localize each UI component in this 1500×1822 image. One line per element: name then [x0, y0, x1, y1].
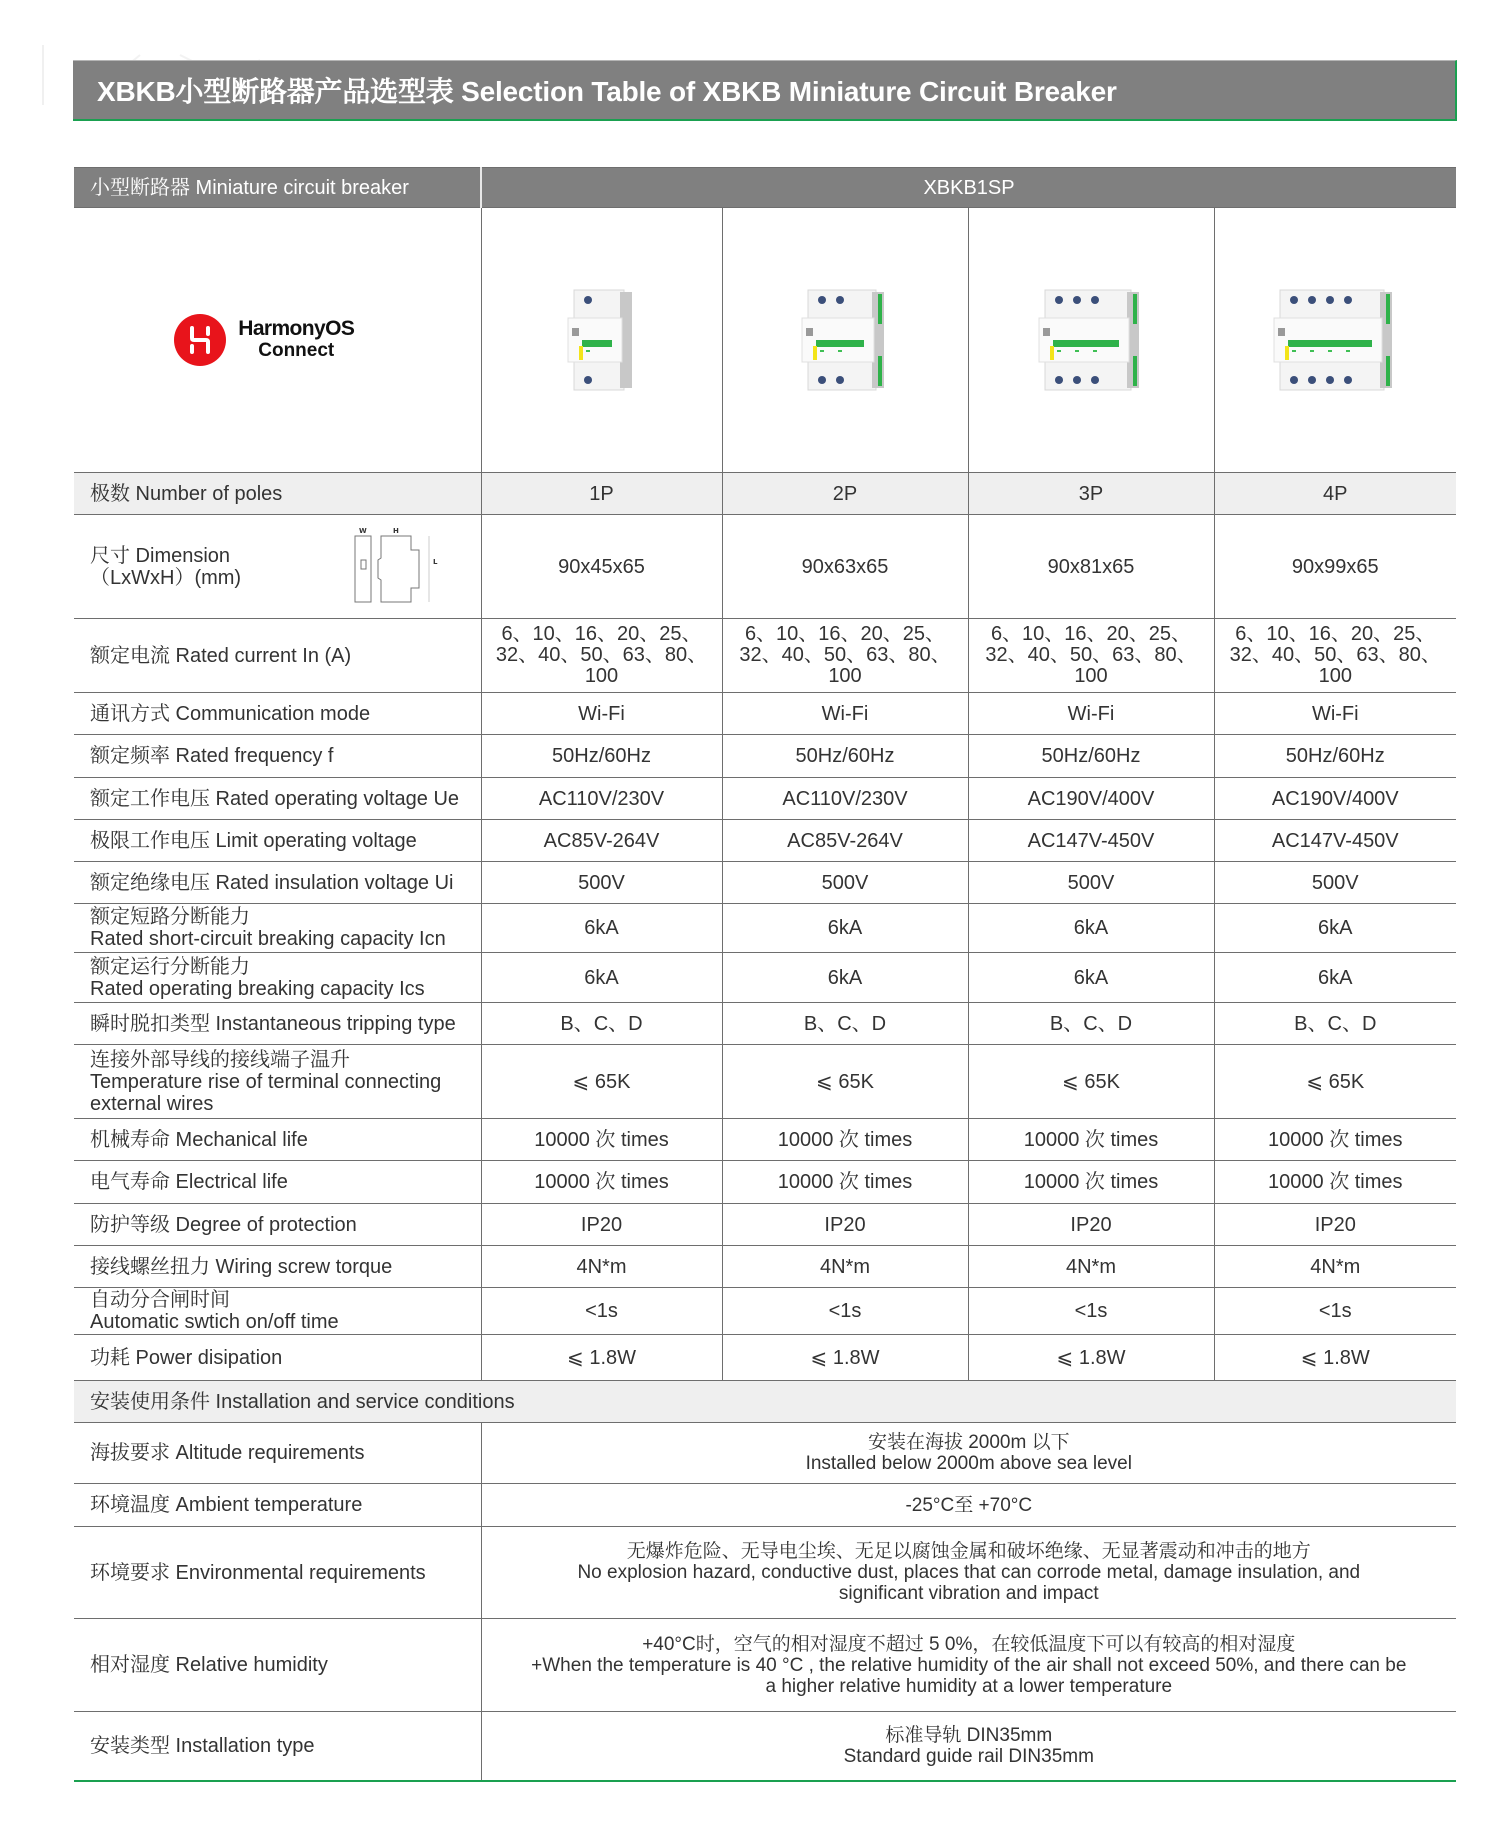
spec-label: [74, 778, 481, 820]
spec-label: [74, 735, 481, 778]
spec-label-line: 自动分合闸时间: [90, 1289, 230, 1311]
condition-row: [74, 1423, 1456, 1484]
spec-value: 6kA: [968, 904, 1214, 953]
spec-label: [74, 1119, 481, 1161]
dimension-drawing-icon: [351, 524, 441, 610]
spec-row: [74, 619, 1456, 693]
spec-label: [74, 1003, 481, 1045]
condition-value: [481, 1484, 1456, 1527]
spec-label-line: Rated short-circuit breaking capacity Icn: [90, 928, 446, 950]
spec-row: [74, 1246, 1456, 1288]
image-row: [74, 208, 1456, 473]
spec-label-line: 额定电流 Rated current In (A): [90, 644, 352, 667]
spec-value: B、C、D: [722, 1003, 968, 1045]
spec-value: AC190V/400V: [968, 778, 1214, 820]
spec-label-line: Temperature rise of terminal connecting: [90, 1070, 442, 1093]
spec-label-line: 接线螺丝扭力 Wiring screw torque: [90, 1255, 393, 1278]
dim-w-label: W: [358, 526, 367, 535]
spec-value: <1s: [722, 1288, 968, 1335]
spec-value-line: 32、40、50、63、80、: [495, 644, 708, 666]
spec-row: [74, 515, 1456, 619]
spec-value: 50Hz/60Hz: [722, 735, 968, 778]
spec-value: 4N*m: [481, 1246, 722, 1288]
spec-value: 4N*m: [1214, 1246, 1456, 1288]
spec-value: 50Hz/60Hz: [481, 735, 722, 778]
condition-value-line: Installed below 2000m above sea level: [805, 1453, 1132, 1474]
spec-value: 10000 次 times: [968, 1119, 1214, 1161]
spec-value: 500V: [722, 862, 968, 904]
breaker-2p-image: [800, 288, 890, 392]
spec-label-line: external wires: [90, 1092, 214, 1115]
table-header-row: [74, 168, 1456, 208]
spec-value: 6kA: [481, 953, 722, 1003]
spec-row: [74, 1204, 1456, 1246]
spec-value: AC190V/400V: [1214, 778, 1456, 820]
spec-value: ⩽ 65K: [1214, 1045, 1456, 1119]
spec-label-line: 瞬时脱扣类型 Instantaneous tripping type: [90, 1012, 456, 1035]
condition-value-line: 安装在海拔 2000m 以下: [867, 1432, 1070, 1453]
spec-row: [74, 1045, 1456, 1119]
spec-value: 6kA: [1214, 953, 1456, 1003]
spec-row: [74, 862, 1456, 904]
spec-value: 90x99x65: [1214, 515, 1456, 619]
spec-value-line: 100: [1318, 665, 1352, 687]
product-cell-3p: [968, 208, 1214, 473]
spec-row: [74, 904, 1456, 953]
spec-value: AC110V/230V: [722, 778, 968, 820]
spec-value: AC85V-264V: [722, 820, 968, 862]
spec-value: 90x81x65: [968, 515, 1214, 619]
spec-row: [74, 473, 1456, 515]
spec-label: [74, 473, 481, 515]
condition-label: 环境要求 Environmental requirements: [74, 1527, 481, 1619]
condition-value: [481, 1712, 1456, 1781]
spec-value: 3P: [968, 473, 1214, 515]
spec-value: 90x63x65: [722, 515, 968, 619]
spec-value: B、C、D: [968, 1003, 1214, 1045]
logo-brand-text: HarmonyOS: [238, 317, 355, 340]
selection-table: [74, 167, 1456, 1782]
condition-value-line: Standard guide rail DIN35mm: [843, 1745, 1094, 1767]
condition-value-line: 标准导轨 DIN35mm: [885, 1724, 1053, 1746]
spec-row: [74, 778, 1456, 820]
spec-row: [74, 1288, 1456, 1335]
spec-value-line: 100: [1074, 665, 1108, 687]
spec-label: [74, 1045, 481, 1119]
condition-row: [74, 1712, 1456, 1781]
spec-value-line: 32、40、50、63、80、: [985, 644, 1197, 666]
spec-value: Wi-Fi: [968, 693, 1214, 735]
product-cell-2p: [722, 208, 968, 473]
condition-label: 海拔要求 Altitude requirements: [74, 1423, 481, 1484]
spec-value: 10000 次 times: [968, 1161, 1214, 1204]
spec-value: Wi-Fi: [722, 693, 968, 735]
spec-value: 10000 次 times: [481, 1161, 722, 1204]
spec-value: 6kA: [722, 904, 968, 953]
spec-label-line: 功耗 Power disipation: [90, 1346, 283, 1369]
spec-row: [74, 1335, 1456, 1381]
spec-label: [74, 862, 481, 904]
spec-value: 4P: [1214, 473, 1456, 515]
condition-value-line: 无爆炸危险、无导电尘埃、无足以腐蚀金属和破坏绝缘、无显著震动和冲击的地方: [626, 1541, 1311, 1562]
spec-value: 6kA: [1214, 904, 1456, 953]
spec-label-line: 极数 Number of poles: [90, 482, 283, 505]
spec-row: [74, 1161, 1456, 1204]
spec-label-line: 连接外部导线的接线端子温升: [90, 1048, 350, 1071]
spec-label-line: 额定工作电压 Rated operating voltage Ue: [90, 787, 460, 810]
header-model: XBKB1SP: [481, 168, 1456, 208]
condition-label: 相对湿度 Relative humidity: [74, 1619, 481, 1712]
condition-value-line: No explosion hazard, conductive dust, places that can corrode metal, damage insulation, and: [577, 1562, 1361, 1583]
spec-label-line: 防护等级 Degree of protection: [90, 1213, 357, 1236]
spec-label: [74, 820, 481, 862]
spec-value: 4N*m: [968, 1246, 1214, 1288]
spec-label: [74, 1246, 481, 1288]
breaker-1p-image: [566, 288, 638, 392]
spec-row: [74, 1003, 1456, 1045]
spec-value: [722, 619, 968, 693]
conditions-section-title: 安装使用条件 Installation and service conditions: [74, 1381, 1456, 1423]
spec-label-line: （LxWxH）(mm): [90, 566, 242, 589]
spec-value: IP20: [1214, 1204, 1456, 1246]
condition-value-line: significant vibration and impact: [838, 1583, 1099, 1604]
spec-label: [74, 1204, 481, 1246]
dim-l-label: L: [432, 557, 437, 566]
spec-value: [481, 619, 722, 693]
spec-value: ⩽ 1.8W: [1214, 1335, 1456, 1381]
condition-value-line: -25°C至 +70°C: [905, 1494, 1033, 1516]
spec-value-line: 6、10、16、20、25、: [1235, 623, 1436, 645]
spec-value: B、C、D: [1214, 1003, 1456, 1045]
spec-value: <1s: [1214, 1288, 1456, 1335]
spec-label-line: 通讯方式 Communication mode: [90, 702, 371, 725]
spec-label-line: Automatic swtich on/off time: [90, 1311, 339, 1333]
spec-value: ⩽ 1.8W: [481, 1335, 722, 1381]
spec-value: 50Hz/60Hz: [968, 735, 1214, 778]
spec-value-line: 6、10、16、20、25、: [990, 623, 1192, 645]
condition-row: [74, 1619, 1456, 1712]
condition-value: [481, 1423, 1456, 1484]
spec-value-line: 100: [584, 665, 619, 687]
spec-label: [74, 1288, 481, 1335]
spec-label-line: 额定绝缘电压 Rated insulation voltage Ui: [90, 871, 454, 894]
condition-label: 环境温度 Ambient temperature: [74, 1484, 481, 1527]
condition-value: [481, 1527, 1456, 1619]
spec-value: B、C、D: [481, 1003, 722, 1045]
spec-value: ⩽ 65K: [722, 1045, 968, 1119]
spec-value: IP20: [481, 1204, 722, 1246]
spec-value: IP20: [968, 1204, 1214, 1246]
spec-label-line: 电气寿命 Electrical life: [90, 1171, 288, 1193]
spec-label: [74, 515, 481, 619]
spec-value: ⩽ 1.8W: [968, 1335, 1214, 1381]
spec-value: ⩽ 65K: [968, 1045, 1214, 1119]
spec-row: [74, 735, 1456, 778]
spec-value: IP20: [722, 1204, 968, 1246]
spec-label-line: 额定运行分断能力: [90, 955, 250, 978]
spec-label-line: 机械寿命 Mechanical life: [90, 1128, 308, 1151]
condition-value-line: +40°C时，空气的相对湿度不超过 5 0%，在较低温度下可以有较高的相对湿度: [642, 1633, 1296, 1655]
spec-label: [74, 953, 481, 1003]
spec-value: ⩽ 65K: [481, 1045, 722, 1119]
spec-label: [74, 904, 481, 953]
spec-value-line: 6、10、16、20、25、: [501, 623, 702, 645]
spec-label-line: 额定短路分断能力: [90, 906, 250, 928]
condition-row: [74, 1527, 1456, 1619]
spec-row: [74, 693, 1456, 735]
spec-value-line: 100: [828, 665, 862, 687]
spec-value: 10000 次 times: [722, 1161, 968, 1204]
spec-value: AC147V-450V: [1214, 820, 1456, 862]
condition-value: [481, 1619, 1456, 1712]
logo-cell: [74, 208, 481, 473]
spec-value: 10000 次 times: [1214, 1161, 1456, 1204]
spec-label: [74, 1335, 481, 1381]
spec-value: Wi-Fi: [1214, 693, 1456, 735]
spec-value: 4N*m: [722, 1246, 968, 1288]
spec-value: [968, 619, 1214, 693]
spec-row: [74, 820, 1456, 862]
logo-sub-text: Connect: [258, 340, 335, 361]
spec-label-line: 尺寸 Dimension: [90, 544, 231, 567]
spec-value: <1s: [481, 1288, 722, 1335]
product-cell-4p: [1214, 208, 1456, 473]
spec-value: ⩽ 1.8W: [722, 1335, 968, 1381]
spec-label-line: Rated operating breaking capacity Ics: [90, 977, 425, 1000]
spec-label-line: 额定频率 Rated frequency f: [90, 745, 334, 767]
condition-row: [74, 1484, 1456, 1527]
page-title: XBKB小型断路器产品选型表 Selection Table of XBKB Miniature Circuit Breaker: [73, 60, 1457, 121]
spec-value: 6kA: [481, 904, 722, 953]
harmonyos-connect-logo: [74, 314, 481, 366]
harmonyos-logo-icon: [174, 314, 226, 366]
spec-value: 500V: [968, 862, 1214, 904]
condition-label: 安装类型 Installation type: [74, 1712, 481, 1781]
spec-label: [74, 1161, 481, 1204]
spec-label: [74, 619, 481, 693]
spec-value: AC85V-264V: [481, 820, 722, 862]
dim-h-label: H: [392, 526, 399, 535]
product-cell-1p: [481, 208, 722, 473]
spec-row: [74, 953, 1456, 1003]
spec-value: 6kA: [722, 953, 968, 1003]
spec-value: AC110V/230V: [481, 778, 722, 820]
condition-value-line: +When the temperature is 40 °C , the relative humidity of the air shall not exceed 50%, and there can be: [531, 1654, 1407, 1676]
spec-value: 6kA: [968, 953, 1214, 1003]
breaker-3p-image: [1037, 288, 1145, 392]
spec-value: 500V: [481, 862, 722, 904]
spec-value: 10000 次 times: [1214, 1119, 1456, 1161]
spec-value-line: 32、40、50、63、80、: [1229, 644, 1441, 666]
spec-value: Wi-Fi: [481, 693, 722, 735]
spec-value-line: 32、40、50、63、80、: [739, 644, 951, 666]
spec-value-line: 6、10、16、20、25、: [744, 623, 946, 645]
spec-label-line: 极限工作电压 Limit operating voltage: [90, 829, 417, 852]
spec-value: 1P: [481, 473, 722, 515]
spec-value: <1s: [968, 1288, 1214, 1335]
header-category: 小型断路器 Miniature circuit breaker: [74, 168, 481, 208]
condition-value-line: a higher relative humidity at a lower temperature: [765, 1675, 1173, 1697]
spec-value: 50Hz/60Hz: [1214, 735, 1456, 778]
spec-label: [74, 693, 481, 735]
spec-value: 2P: [722, 473, 968, 515]
conditions-section-row: [74, 1381, 1456, 1423]
spec-row: [74, 1119, 1456, 1161]
spec-value: 10000 次 times: [481, 1119, 722, 1161]
spec-value: AC147V-450V: [968, 820, 1214, 862]
spec-value: 90x45x65: [481, 515, 722, 619]
spec-value: 500V: [1214, 862, 1456, 904]
breaker-4p-image: [1272, 288, 1398, 392]
spec-value: [1214, 619, 1456, 693]
spec-value: 10000 次 times: [722, 1119, 968, 1161]
